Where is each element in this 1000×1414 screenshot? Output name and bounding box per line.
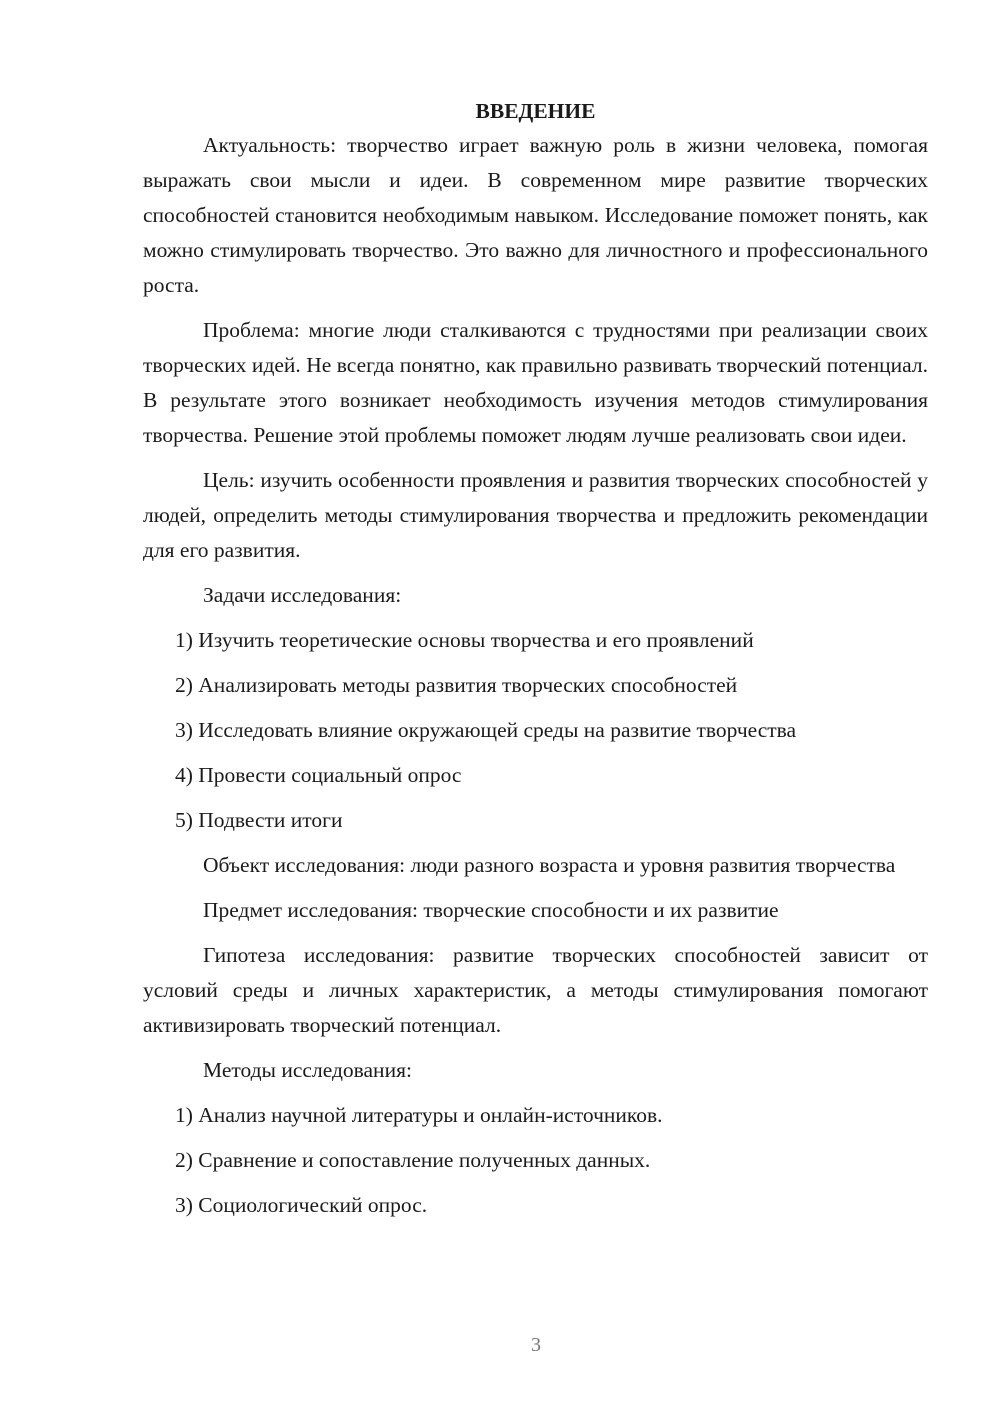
document-page — [143, 96, 928, 1233]
page-title: ВВЕДЕНИЕ — [475, 99, 596, 123]
methods-heading: Методы исследования: — [203, 1058, 412, 1082]
task-item-4: 4) Провести социальный опрос — [175, 763, 462, 787]
subject-paragraph: Предмет исследования: творческие способности и их развитие — [203, 898, 779, 922]
method-item-2: 2) Сравнение и сопоставление полученных данных. — [175, 1148, 651, 1172]
goal-paragraph: Цель: изучить особенности проявления и развития творческих способностей у людей, определить методы стимулирования творчества и предложить рекомендации для его развития. — [143, 468, 928, 562]
task-item-2: 2) Анализировать методы развития творческих способностей — [175, 673, 738, 697]
method-item-3: 3) Социологический опрос. — [175, 1193, 428, 1217]
page-number: 3 — [531, 1334, 541, 1356]
method-item-1: 1) Анализ научной литературы и онлайн-источников. — [175, 1103, 663, 1127]
problem-paragraph: Проблема: многие люди сталкиваются с трудностями при реализации своих творческих идей. Не всегда понятно, как правильно развивать творческий потенциал. В результате этого возникает необходимость изучения методов стимулирования творчества. Решение этой проблемы поможет людям лучше реализовать свои идеи. — [143, 318, 928, 447]
relevance-paragraph: Актуальность: творчество играет важную роль в жизни человека, помогая выражать свои мысли и идеи. В современном мире развитие творческих способностей становится необходимым навыком. Исследование поможет понять, как можно стимулировать творчество. Это важно для личностного и профессионального роста. — [143, 133, 928, 297]
tasks-heading: Задачи исследования: — [203, 583, 402, 607]
task-item-5: 5) Подвести итоги — [175, 808, 343, 832]
object-paragraph: Объект исследования: люди разного возраста и уровня развития творчества — [203, 853, 896, 877]
task-item-1: 1) Изучить теоретические основы творчества и его проявлений — [175, 628, 754, 652]
task-item-3: 3) Исследовать влияние окружающей среды на развитие творчества — [175, 718, 797, 742]
hypothesis-paragraph: Гипотеза исследования: развитие творческих способностей зависит от условий среды и личных характеристик, а методы стимулирования помогают активизировать творческий потенциал. — [143, 943, 928, 1037]
